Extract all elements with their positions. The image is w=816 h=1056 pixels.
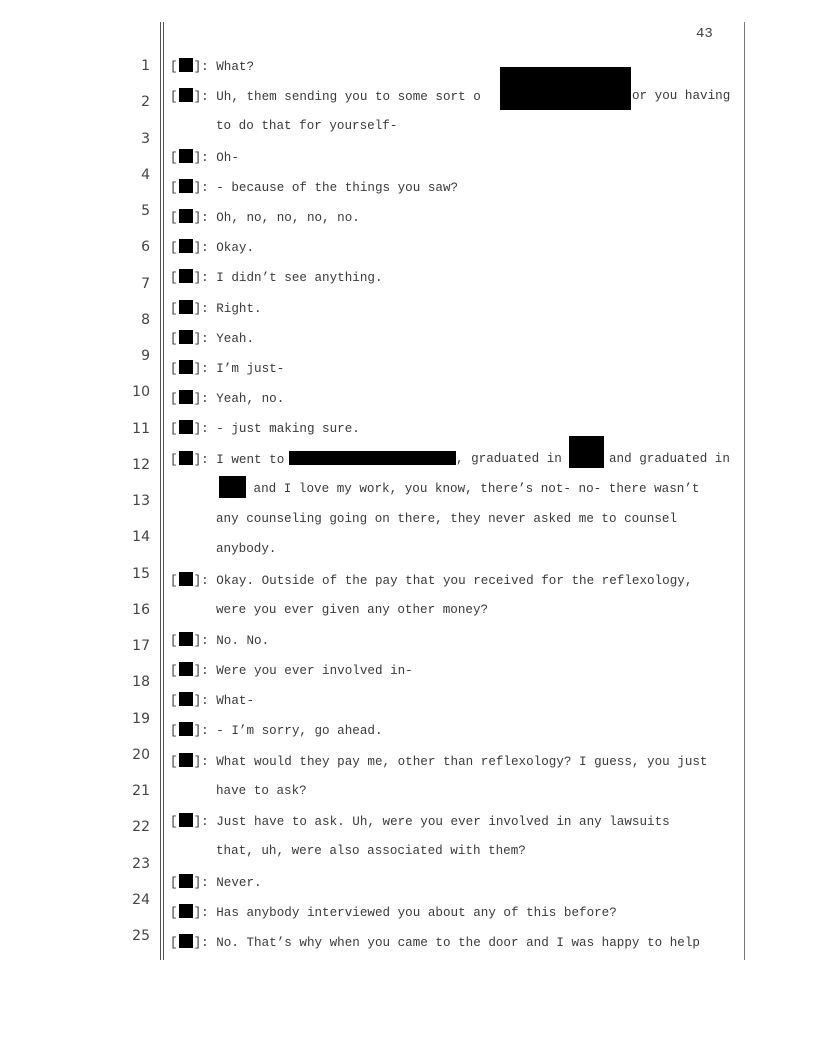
line-number: 9 <box>141 348 150 364</box>
speaker-redaction <box>179 722 193 736</box>
transcript-line: [ ]: Okay. <box>170 241 255 255</box>
speaker-redaction <box>179 753 193 767</box>
line-number: 18 <box>132 674 150 690</box>
line-number: 17 <box>132 638 150 654</box>
line-number: 22 <box>132 819 150 835</box>
speaker-redaction <box>179 632 193 646</box>
speaker-redaction <box>179 662 193 676</box>
left-margin-rule-inner <box>163 22 164 960</box>
speaker-redaction <box>179 874 193 888</box>
transcript-fragment: and graduated in <box>609 452 730 466</box>
transcript-line: [ ]: I didn’t see anything. <box>170 271 383 285</box>
line-number: 25 <box>132 928 150 944</box>
transcript-line: [ ]: Uh, them sending you to some sort o <box>170 90 481 104</box>
speaker-redaction <box>179 390 193 404</box>
transcript-fragment: or you having <box>632 89 731 103</box>
transcript-continuation: were you ever given any other money? <box>216 603 489 617</box>
speaker-redaction <box>179 300 193 314</box>
line-number: 20 <box>132 747 150 763</box>
transcript-line: [ ]: Never. <box>170 876 262 890</box>
speaker-redaction <box>179 88 193 102</box>
transcript-line: [ ]: What? <box>170 60 255 74</box>
line-number: 23 <box>132 856 150 872</box>
transcript-continuation: any counseling going on there, they never asked me to counsel <box>216 512 678 526</box>
transcript-continuation: anybody. <box>216 542 277 556</box>
transcript-continuation: that, uh, were also associated with them? <box>216 844 526 858</box>
transcript-line: [ ]: Right. <box>170 302 262 316</box>
speaker-redaction <box>179 360 193 374</box>
speaker-redaction <box>179 692 193 706</box>
line-number: 13 <box>132 493 150 509</box>
redaction-block <box>569 436 604 468</box>
transcript-line: [ ]: Were you ever involved in- <box>170 664 413 678</box>
line-number: 7 <box>141 276 150 292</box>
speaker-redaction <box>179 451 193 465</box>
speaker-redaction <box>179 934 193 948</box>
transcript-line: [ ]: Just have to ask. Uh, were you ever involved in any lawsuits <box>170 815 670 829</box>
line-number: 3 <box>141 131 150 147</box>
speaker-redaction <box>179 179 193 193</box>
line-number: 19 <box>132 711 150 727</box>
transcript-line: [ ]: Yeah, no. <box>170 392 285 406</box>
line-number: 11 <box>132 421 150 437</box>
speaker-redaction <box>179 209 193 223</box>
transcript-line: [ ]: Oh- <box>170 151 239 165</box>
speaker-redaction <box>179 58 193 72</box>
redaction-block <box>219 476 246 498</box>
transcript-continuation: have to ask? <box>216 784 307 798</box>
speaker-redaction <box>179 149 193 163</box>
transcript-line: [ ]: Yeah. <box>170 332 255 346</box>
line-number: 16 <box>132 602 150 618</box>
speaker-redaction <box>179 330 193 344</box>
transcript-line: [ ]: - I’m sorry, go ahead. <box>170 724 383 738</box>
line-number: 14 <box>132 529 150 545</box>
line-number: 24 <box>132 892 150 908</box>
line-number: 12 <box>132 457 150 473</box>
redaction-block <box>289 451 456 465</box>
line-number: 10 <box>132 384 150 400</box>
line-number: 2 <box>141 94 150 110</box>
transcript-fragment: , graduated in <box>456 452 562 466</box>
transcript-line: [ ]: No. No. <box>170 634 270 648</box>
speaker-redaction <box>179 269 193 283</box>
speaker-redaction <box>179 239 193 253</box>
transcript-line: [ ]: Okay. Outside of the pay that you received for the reflexology, <box>170 574 693 588</box>
transcript-line: [ ]: No. That’s why when you came to the door and I was happy to help <box>170 936 700 950</box>
redaction-block <box>500 67 631 110</box>
speaker-redaction <box>179 420 193 434</box>
speaker-redaction <box>179 813 193 827</box>
transcript-line: [ ]: I went to <box>170 453 285 467</box>
transcript-continuation: and I love my work, you know, there’s not- no- there wasn’t <box>246 482 700 496</box>
right-margin-rule <box>744 22 745 960</box>
line-number: 8 <box>141 312 150 328</box>
transcript-line: [ ]: What would they pay me, other than reflexology? I guess, you just <box>170 755 708 769</box>
transcript-continuation: to do that for yourself- <box>216 119 398 133</box>
line-number: 4 <box>141 167 150 183</box>
transcript-line: [ ]: - just making sure. <box>170 422 360 436</box>
line-number: 21 <box>132 783 150 799</box>
speaker-redaction <box>179 904 193 918</box>
line-number: 15 <box>132 566 150 582</box>
transcript-line: [ ]: I’m just- <box>170 362 285 376</box>
line-number: 1 <box>141 58 150 74</box>
line-number: 6 <box>141 239 150 255</box>
left-margin-rule <box>160 22 161 960</box>
line-number: 5 <box>141 203 150 219</box>
page-number: 43 <box>696 26 713 42</box>
transcript-line: [ ]: What- <box>170 694 255 708</box>
transcript-line: [ ]: Oh, no, no, no, no. <box>170 211 360 225</box>
transcript-line: [ ]: Has anybody interviewed you about any of this before? <box>170 906 617 920</box>
speaker-redaction <box>179 572 193 586</box>
transcript-line: [ ]: - because of the things you saw? <box>170 181 459 195</box>
